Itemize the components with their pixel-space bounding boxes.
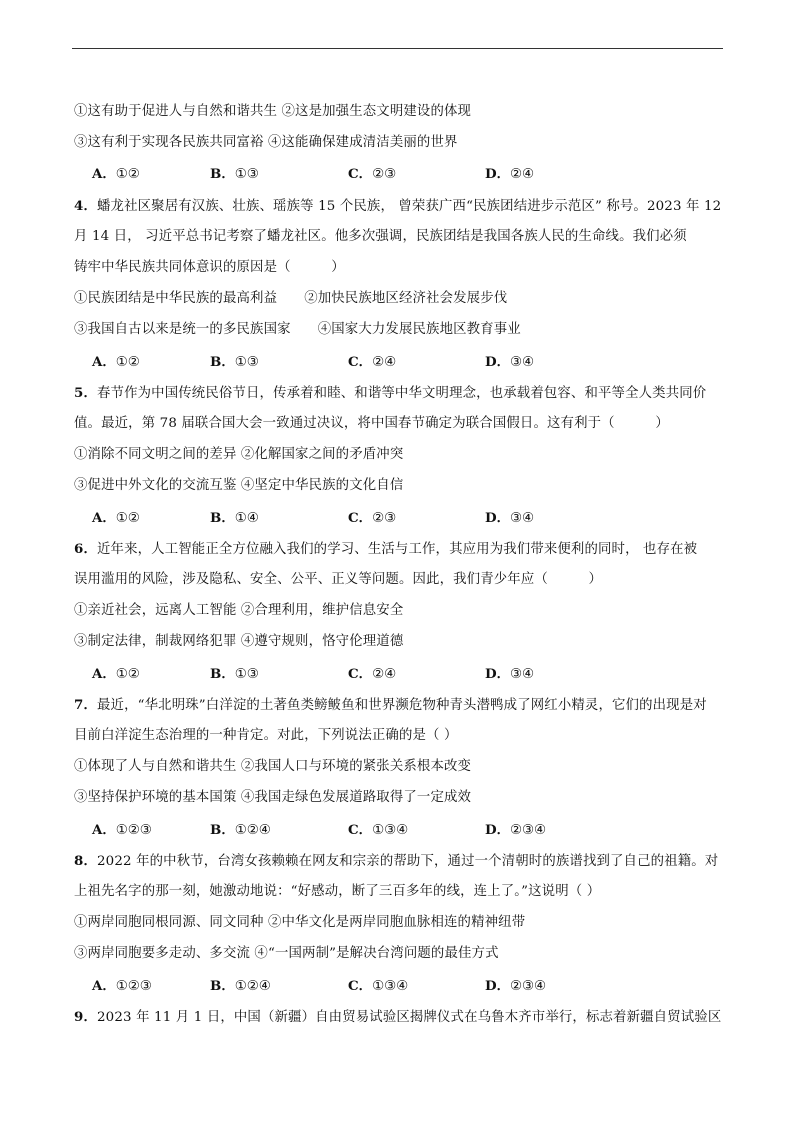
q8-option-a[interactable]: A．①②③ (92, 978, 152, 994)
q5-statements-2: ③促进中外文化的交流互鉴 ④坚定中华民族的文化自信 (74, 478, 404, 493)
q3-option-a[interactable]: A．①② (92, 166, 140, 182)
q7-option-d[interactable]: D．②③④ (485, 822, 547, 838)
q7-stem-line-1: 7．最近，“华北明珠”白洋淀的土著鱼类鳑鲏鱼和世界濒危物种青头潜鸭成了网红小精灵，它们的出现是对 (74, 697, 707, 713)
q7-option-a[interactable]: A．①②③ (92, 822, 152, 838)
q8-number: 8． (74, 853, 98, 869)
q5-stem-line-2: 值。最近，第 78 届联合国大会一致通过决议，将中国春节确定为联合国假日。这有利于（ ） (74, 416, 669, 431)
q8-stem-line-2: 上祖先名字的那一刻，她激动地说：“好感动，断了三百多年的线，连上了。”这说明（ ） (74, 884, 601, 899)
q8-statements-1: ①两岸同胞同根同源、同文同种 ②中华文化是两岸同胞血脉相连的精神纽带 (74, 915, 526, 930)
q5-option-d[interactable]: D．③④ (485, 510, 535, 526)
q4-statements-2: ③我国自古以来是统一的多民族国家 ④国家大力发展民族地区教育事业 (74, 322, 521, 337)
q5-option-b[interactable]: B．①④ (210, 510, 259, 526)
q3-statements-1: ①这有助于促进人与自然和谐共生 ②这是加强生态文明建设的体现 (74, 104, 472, 119)
q3-option-c[interactable]: C．②③ (348, 166, 397, 182)
q4-statements-1: ①民族团结是中华民族的最高利益 ②加快民族地区经济社会发展步伐 (74, 291, 508, 306)
q4-option-a[interactable]: A．①② (92, 354, 140, 370)
q5-option-a[interactable]: A．①② (92, 510, 140, 526)
q8-stem-line-1: 8．2022 年的中秋节，台湾女孩赖赖在网友和宗亲的帮助下，通过一个清朝时的族谱找到了自己的祖籍。对 (74, 853, 719, 869)
q4-option-c[interactable]: C．②④ (348, 354, 397, 370)
q3-option-b[interactable]: B．①③ (210, 166, 259, 182)
q6-stem-line-2: 误用滥用的风险，涉及隐私、安全、公平、正义等问题。因此，我们青少年应（ ） (74, 572, 603, 587)
q8-option-d[interactable]: D．②③④ (485, 978, 547, 994)
q3-statements-2: ③这有利于实现各民族共同富裕 ④这能确保建成清洁美丽的世界 (74, 135, 458, 150)
header-rule (72, 48, 723, 49)
q5-statements-1: ①消除不同文明之间的差异 ②化解国家之间的矛盾冲突 (74, 447, 404, 462)
q4-stem-line-2: 月 14 日， 习近平总书记考察了蟠龙社区。他多次强调，民族团结是我国各族人民的生命线。我们必须 (74, 229, 687, 244)
q8-option-b[interactable]: B．①②④ (210, 978, 271, 994)
q7-option-c[interactable]: C．①③④ (348, 822, 409, 838)
q4-number: 4． (74, 198, 98, 214)
q8-option-c[interactable]: C．①③④ (348, 978, 409, 994)
q6-option-a[interactable]: A．①② (92, 666, 140, 682)
q6-option-d[interactable]: D．③④ (485, 666, 535, 682)
q6-stem-line-1: 6．近年来，人工智能正全方位融入我们的学习、生活与工作，其应用为我们带来便利的同时， 也存在被 (74, 541, 698, 557)
q3-option-d[interactable]: D．②④ (485, 166, 535, 182)
q6-statements-2: ③制定法律，制裁网络犯罪 ④遵守规则，恪守伦理道德 (74, 634, 404, 649)
q9-stem-line-1: 9．2023 年 11 月 1 日，中国（新疆）自由贸易试验区揭牌仪式在乌鲁木齐市举行，标志着新疆自贸试验区 (74, 1009, 722, 1025)
q7-stem-line-2: 目前白洋淀生态治理的一种肯定。对此，下列说法正确的是（ ） (74, 728, 458, 743)
q6-statements-1: ①亲近社会，远离人工智能 ②合理利用，维护信息安全 (74, 603, 404, 618)
q6-option-b[interactable]: B．①③ (210, 666, 259, 682)
q4-stem-line-3: 铸牢中华民族共同体意识的原因是（ ） (74, 260, 345, 275)
q4-option-b[interactable]: B．①③ (210, 354, 259, 370)
q5-option-c[interactable]: C．②③ (348, 510, 397, 526)
q6-number: 6． (74, 541, 98, 557)
q4-option-d[interactable]: D．③④ (485, 354, 535, 370)
q7-statements-2: ③坚持保护环境的基本国策 ④我国走绿色发展道路取得了一定成效 (74, 790, 472, 805)
q6-option-c[interactable]: C．②④ (348, 666, 397, 682)
q4-stem-line-1: 4．蟠龙社区聚居有汉族、壮族、瑶族等 15 个民族， 曾荣获广西“民族团结进步示范区” 称号。2023 年 12 (74, 198, 722, 214)
q5-stem-line-1: 5．春节作为中国传统民俗节日，传承着和睦、和谐等中华文明理念，也承载着包容、和平等全人类共同价 (74, 385, 707, 401)
q7-number: 7． (74, 697, 98, 713)
q7-statements-1: ①体现了人与自然和谐共生 ②我国人口与环境的紧张关系根本改变 (74, 759, 472, 774)
q8-statements-2: ③两岸同胞要多走动、多交流 ④“一国两制”是解决台湾问题的最佳方式 (74, 946, 499, 961)
q7-option-b[interactable]: B．①②④ (210, 822, 271, 838)
q9-number: 9． (74, 1009, 98, 1025)
q5-number: 5． (74, 385, 98, 401)
